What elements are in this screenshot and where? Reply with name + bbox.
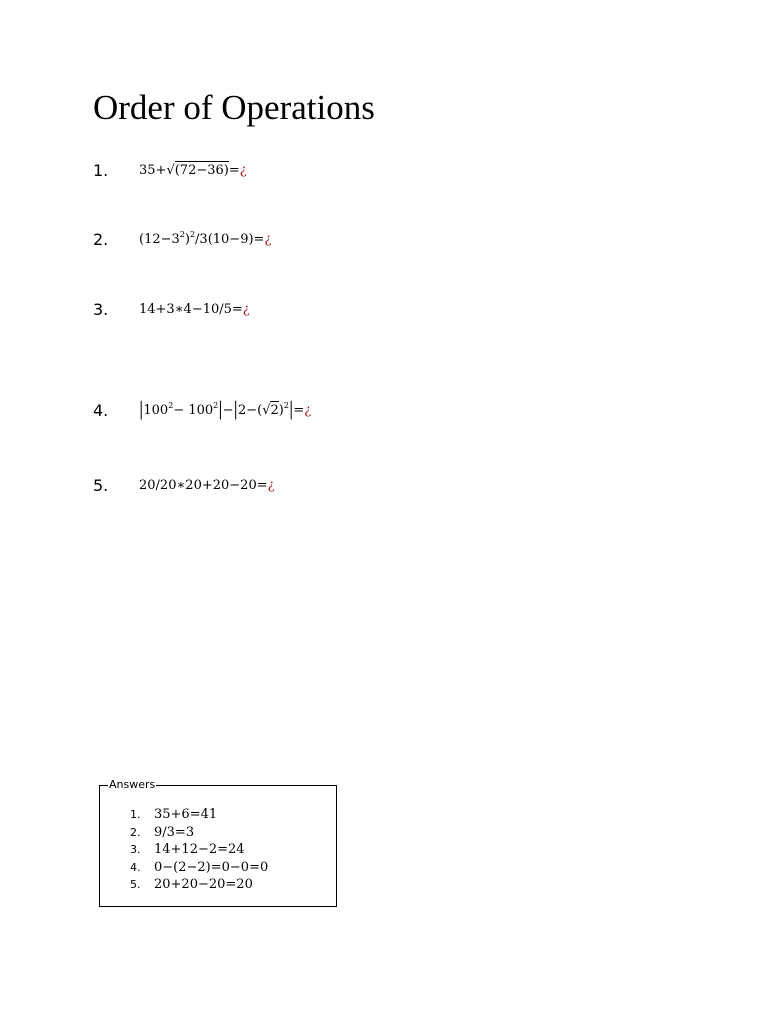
problem-expression: $(12-3^2)^2/3(10-9)=¿$ [139,230,272,247]
answer-placeholder: ¿ [264,232,272,247]
problem-number: 2. [93,230,109,249]
answer-text: 20+20−20=20 [154,877,253,893]
problem-expression: 20/20∗20+20−20=¿ [139,478,275,493]
page-title: Order of Operations [93,88,375,127]
answer-number: 4. [130,860,141,874]
answer-item [130,875,268,893]
answer-item [130,805,268,823]
problem-number: 3. [93,300,109,319]
answer-item [130,858,268,876]
answers-title: Answers [109,778,156,791]
problem-number: 5. [93,476,109,495]
answer-number: 5. [130,878,141,892]
answer-text: 14+12−2=24 [154,842,245,858]
answer-number: 2. [130,825,141,839]
answers-box [99,778,337,907]
answer-number: 3. [130,843,141,857]
answer-placeholder: ¿ [239,163,247,178]
problem-expression: 35+√(72−36)=¿ [139,163,247,178]
answer-placeholder: ¿ [267,478,275,493]
answer-text: 9/3=3 [154,824,195,840]
problem-number: 1. [93,161,109,180]
answer-placeholder: ¿ [242,302,250,317]
answer-item [130,823,268,841]
answer-number: 1. [130,808,141,821]
problem-expression: 14+3∗4−10/5=¿ [139,302,250,317]
answers-list [130,805,268,893]
problem-number: 4. [93,401,109,420]
answer-placeholder: ¿ [304,403,312,418]
answer-text: 0−(2−2)=0−0=0 [154,859,269,875]
problem-expression: $|100^2-$ $100^2|-|2-(√2)^2|=¿$ [139,399,312,421]
answer-item [130,840,268,858]
answer-text: 35+6=41 [154,807,218,822]
